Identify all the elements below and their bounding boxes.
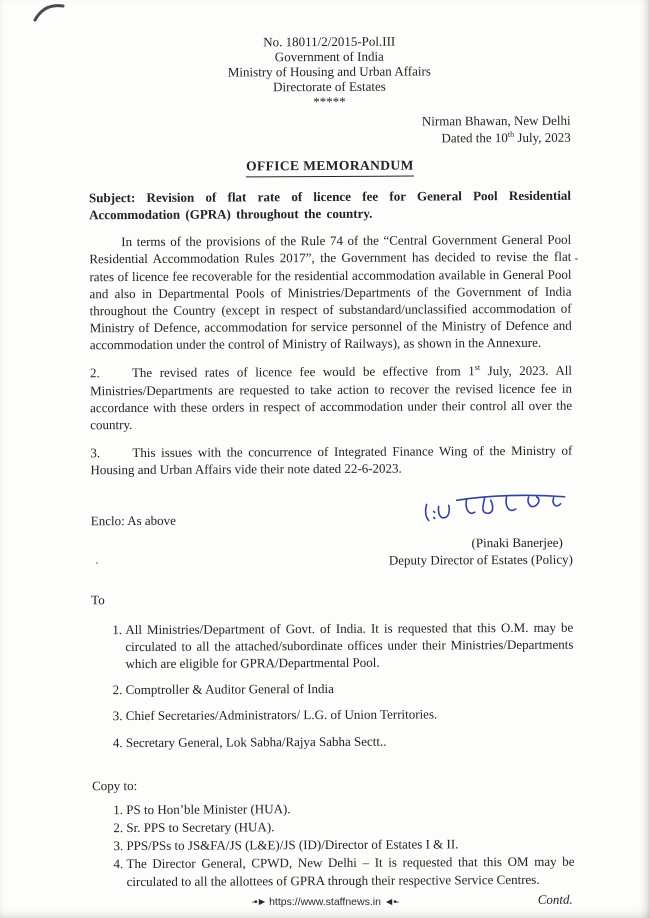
distribution-item-4: 4. Secretary General, Lok Sabha/Rajya Sabha Sectt.. xyxy=(126,731,574,751)
stars-separator: ***** xyxy=(313,94,346,110)
paragraph-1: In terms of the provisions of the Rule 74 of the “Central Government General Pool Residential Accommodation Rules 2017”, the Government has decided to revise the flat rates of licence fee recoverable for the residential accommodation available in General Pool and also in Departmental Pools of Ministries/Departments of the Government of India throughout the Country (except in respect of substandard/unclassified accommodation of Ministry of Defence, accommodation for service personnel of the Ministry of Defence and accommodation under the control of Ministry of Railways), as shown in the Annexure. xyxy=(89,232,572,353)
copy-to-label: Copy to: xyxy=(92,777,138,793)
org-line-ministry: Ministry of Housing and Urban Affairs xyxy=(227,63,431,80)
subject-line: Subject: Revision of flat rate of licence fee for General Pool Residential Accommodation (GPRA) throughout the country. xyxy=(88,187,572,223)
date-text-suffix: July, 2023 xyxy=(514,129,571,146)
signature-block xyxy=(388,490,573,569)
copy-item-3: 3. PPS/PSs to JS&FA/JS (L&E)/JS (ID)/Director of Estates I & II. xyxy=(126,835,574,855)
copy-item-2: 2. Sr. PPS to Secretary (HUA). xyxy=(126,817,574,837)
copy-item-4: 4. The Director General, CPWD, New Delhi – It is requested that this OM may be circulated to all the allottees of GPRA through their respective Service Centres. xyxy=(126,853,574,890)
paragraph-2-ordinal-sup: st xyxy=(474,363,481,373)
copy-to-list xyxy=(92,799,574,890)
paragraph-2-text: The revised rates of licence fee would be effective from 1 xyxy=(131,363,475,381)
paragraph-3-text: This issues with the concurrence of Integrated Finance Wing of the Ministry of Housing and Urban Affairs vide their note dated 22-6-2023. xyxy=(90,442,573,478)
distribution-item-3: 3. Chief Secretaries/Administrators/ L.G. of Union Territories. xyxy=(126,705,574,725)
paragraph-2-number: 2. xyxy=(89,365,100,381)
place-date-block xyxy=(89,113,571,149)
date-ordinal-sup: th xyxy=(507,129,515,139)
signature-ink xyxy=(419,490,569,533)
signatory-name: (Pinaki Banerjee) xyxy=(471,535,563,551)
distribution-item-1: 1. All Ministries/Department of Govt. of India. It is requested that this O.M. may be circulated to all the attached/subordinate offices under their Ministries/Departments which are eligible for GPRA/Departmental Pool. xyxy=(125,619,573,673)
place-line: Nirman Bhawan, New Delhi xyxy=(421,113,571,129)
org-line-government: Government of India xyxy=(274,48,384,65)
contd-note: Contd. xyxy=(537,891,573,907)
date-line xyxy=(89,130,571,149)
distribution-item-2: 2. Comptroller & Auditor General of India xyxy=(126,679,574,699)
footer-watermark xyxy=(0,896,650,908)
footer-link[interactable]: https://www.staffnews.in xyxy=(269,896,381,908)
letterhead xyxy=(88,33,570,111)
date-text: Dated the 10 xyxy=(441,130,508,146)
reference-number: No. 18011/2/2015-Pol.III xyxy=(263,33,396,50)
enclosure-note: Enclo: As above xyxy=(90,513,176,529)
signatory-designation: Deputy Director of Estates (Policy) xyxy=(388,552,573,569)
to-label: To xyxy=(91,591,105,607)
document-title: OFFICE MEMORANDUM xyxy=(246,157,414,178)
org-line-directorate: Directorate of Estates xyxy=(273,78,386,95)
paragraph-3-number: 3. xyxy=(90,445,101,461)
footer-right-arrow: ◄•- xyxy=(383,896,399,908)
title-wrap xyxy=(89,156,571,178)
distribution-list xyxy=(91,619,574,751)
paragraph-3 xyxy=(90,442,572,479)
copy-item-1: 1. PS to Hon’ble Minister (HUA). xyxy=(126,799,574,819)
paragraph-2 xyxy=(90,362,572,433)
footer-left-arrow: -•► xyxy=(251,896,267,908)
enclosure-signature-row xyxy=(91,490,573,571)
paragraph-2-text-cont: July, 2023. All Ministries/Departments are requested to take action to recover the revised licence fee in accordance with these orders in respect of accommodation under their control all over the country. xyxy=(90,363,573,433)
